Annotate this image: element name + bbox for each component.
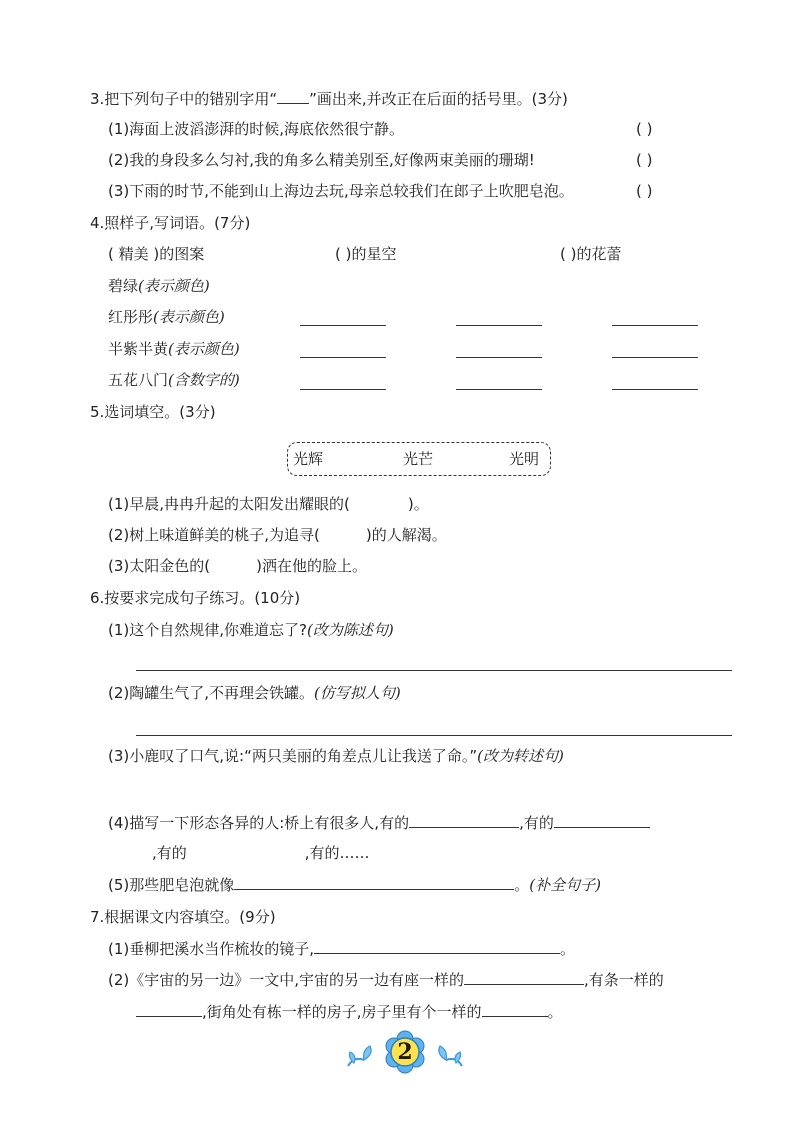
q4-row-3 — [108, 339, 240, 359]
q6-item-1-hint: (改为陈述句) — [306, 621, 394, 639]
q5-title: 5.选词填空。(3分) — [90, 403, 216, 421]
q6-item-4-text: (4)描写一下形态各异的人:桥上有很多人,有的 — [108, 814, 410, 832]
q4-row-2-blank-3[interactable] — [612, 325, 698, 326]
q4-blank-flower-bud[interactable]: ( )的花蕾 — [560, 245, 622, 263]
q5-item-3-pre: (3)太阳金色的( — [108, 557, 211, 575]
q7-item-2-text-c: ,街角处有栋一样的房子,房子里有个一样的 — [202, 1003, 482, 1021]
q6-item-4-continued — [152, 843, 370, 863]
q6-item-2-text: (2)陶罐生气了,不再理会铁罐。 — [108, 684, 315, 702]
q6-item-5-post: 。 — [514, 876, 530, 894]
q4-row-3-blank-3[interactable] — [612, 357, 698, 358]
q6-title: 6.按要求完成句子练习。(10分) — [90, 589, 301, 607]
q4-row-4-word: 五花八门 — [108, 371, 169, 389]
q7-item-1 — [108, 938, 575, 959]
q7-item-1-post: 。 — [560, 940, 576, 958]
q4-row-1-hint: (表示颜色) — [138, 277, 210, 295]
q6-item-4-text-b: ,有的 — [519, 814, 554, 832]
q6-item-2-answer-line[interactable] — [136, 735, 732, 736]
q4-row-1 — [108, 276, 210, 296]
q4-row-3-hint: (表示颜色) — [168, 340, 240, 358]
q6-item-5-blank[interactable] — [234, 874, 514, 890]
q7-item-2-blank-3[interactable] — [482, 1001, 548, 1017]
q3-item-1: (1)海面上波滔澎湃的时候,海底依然很宁静。 — [108, 120, 405, 138]
q6-item-5-text: (5)那些肥皂泡就像 — [108, 876, 235, 894]
q4-row-3-word: 半紫半黄 — [108, 340, 169, 358]
q7-item-2-post: 。 — [547, 1003, 563, 1021]
q3-title-pre: 3.把下列句子中的错别字用“ — [90, 90, 278, 108]
page-footer — [340, 1030, 470, 1074]
q3-answer-paren-3[interactable]: ( ) — [636, 182, 653, 200]
q6-item-5 — [108, 874, 601, 895]
q5-item-2 — [108, 525, 447, 545]
q6-item-4-text-d: ,有的…… — [304, 844, 370, 862]
q5-item-1-post: )。 — [407, 495, 429, 513]
q3-answer-paren-1[interactable]: ( ) — [636, 120, 653, 138]
q3-title — [90, 88, 568, 109]
q6-item-5-hint: (补全句子) — [529, 876, 601, 894]
q4-row-4-blank-1[interactable] — [300, 389, 386, 390]
q3-title-post: ”画出来,并改正在后面的括号里。(3分) — [309, 90, 568, 108]
q3-title-mark — [277, 88, 309, 104]
q6-item-1 — [108, 620, 394, 640]
q7-item-1-blank[interactable] — [314, 938, 560, 954]
q5-item-1 — [108, 494, 429, 514]
q7-item-2-text-b: ,有条一样的 — [584, 971, 664, 989]
q3-answer-paren-2[interactable]: ( ) — [636, 151, 653, 169]
q4-blank-starry-sky[interactable]: ( )的星空 — [335, 245, 397, 263]
q3-item-3: (3)下雨的时节,不能到山上海边去玩,母亲总较我们在郎子上吹肥皂泡。 — [108, 182, 574, 200]
q6-item-2 — [108, 683, 401, 703]
q6-item-4-text-c: ,有的 — [152, 844, 187, 862]
q4-title: 4.照样子,写词语。(7分) — [90, 214, 251, 232]
q5-word-1: 光辉 — [293, 450, 324, 468]
q4-row-2-word: 红彤彤 — [108, 308, 154, 326]
q4-row-4 — [108, 370, 240, 390]
q4-row-3-blank-1[interactable] — [300, 357, 386, 358]
q5-word-2: 光芒 — [403, 450, 434, 468]
q4-row-2-blank-2[interactable] — [456, 325, 542, 326]
q6-item-2-hint: (仿写拟人句) — [314, 684, 401, 702]
q4-row-4-blank-2[interactable] — [456, 389, 542, 390]
q4-row-4-hint: (含数字的) — [168, 371, 240, 389]
q6-item-3-hint: (改为转述句) — [477, 747, 564, 765]
q6-item-1-text: (1)这个自然规律,你难道忘了? — [108, 621, 307, 639]
q6-item-4-blank-2[interactable] — [554, 812, 650, 828]
q4-row-2-blank-1[interactable] — [300, 325, 386, 326]
q6-item-3-text: (3)小鹿叹了口气,说:“两只美丽的角差点儿让我送了命。” — [108, 747, 478, 765]
q7-item-2-blank-1[interactable] — [464, 969, 584, 985]
q4-row-2 — [108, 307, 225, 327]
q5-item-3 — [108, 556, 367, 576]
q5-item-1-pre: (1)早晨,冉冉升起的太阳发出耀眼的( — [108, 495, 350, 513]
q5-word-box — [287, 442, 551, 476]
q5-item-3-post: )洒在他的脸上。 — [256, 557, 367, 575]
q7-item-1-text: (1)垂柳把溪水当作梳妆的镜子, — [108, 940, 315, 958]
q6-item-4-blank-1[interactable] — [409, 812, 519, 828]
q7-item-2-blank-2[interactable] — [136, 1001, 202, 1017]
q4-row-1-word: 碧绿 — [108, 277, 139, 295]
q4-row-3-blank-2[interactable] — [456, 357, 542, 358]
page-number: 2 — [397, 1039, 413, 1065]
q5-item-2-pre: (2)树上味道鲜美的桃子,为追寻( — [108, 526, 320, 544]
q4-row-2-hint: (表示颜色) — [153, 308, 225, 326]
q7-item-2 — [108, 969, 664, 990]
q4-row-4-blank-3[interactable] — [612, 389, 698, 390]
q7-item-2-text: (2)《宇宙的另一边》一文中,宇宙的另一边有座一样的 — [108, 971, 465, 989]
q3-item-2: (2)我的身段多么匀衬,我的角多么精美别至,好像两束美丽的珊瑚! — [108, 151, 535, 169]
q5-word-3: 光明 — [509, 450, 540, 468]
q4-example: ( 精美 )的图案 — [108, 245, 205, 263]
q7-item-2-continued — [136, 1001, 563, 1022]
q6-item-3 — [108, 746, 564, 766]
q6-item-4 — [108, 812, 650, 833]
q5-item-2-post: )的人解渴。 — [365, 526, 447, 544]
q7-title: 7.根据课文内容填空。(9分) — [90, 908, 276, 926]
q6-item-1-answer-line[interactable] — [136, 670, 732, 671]
